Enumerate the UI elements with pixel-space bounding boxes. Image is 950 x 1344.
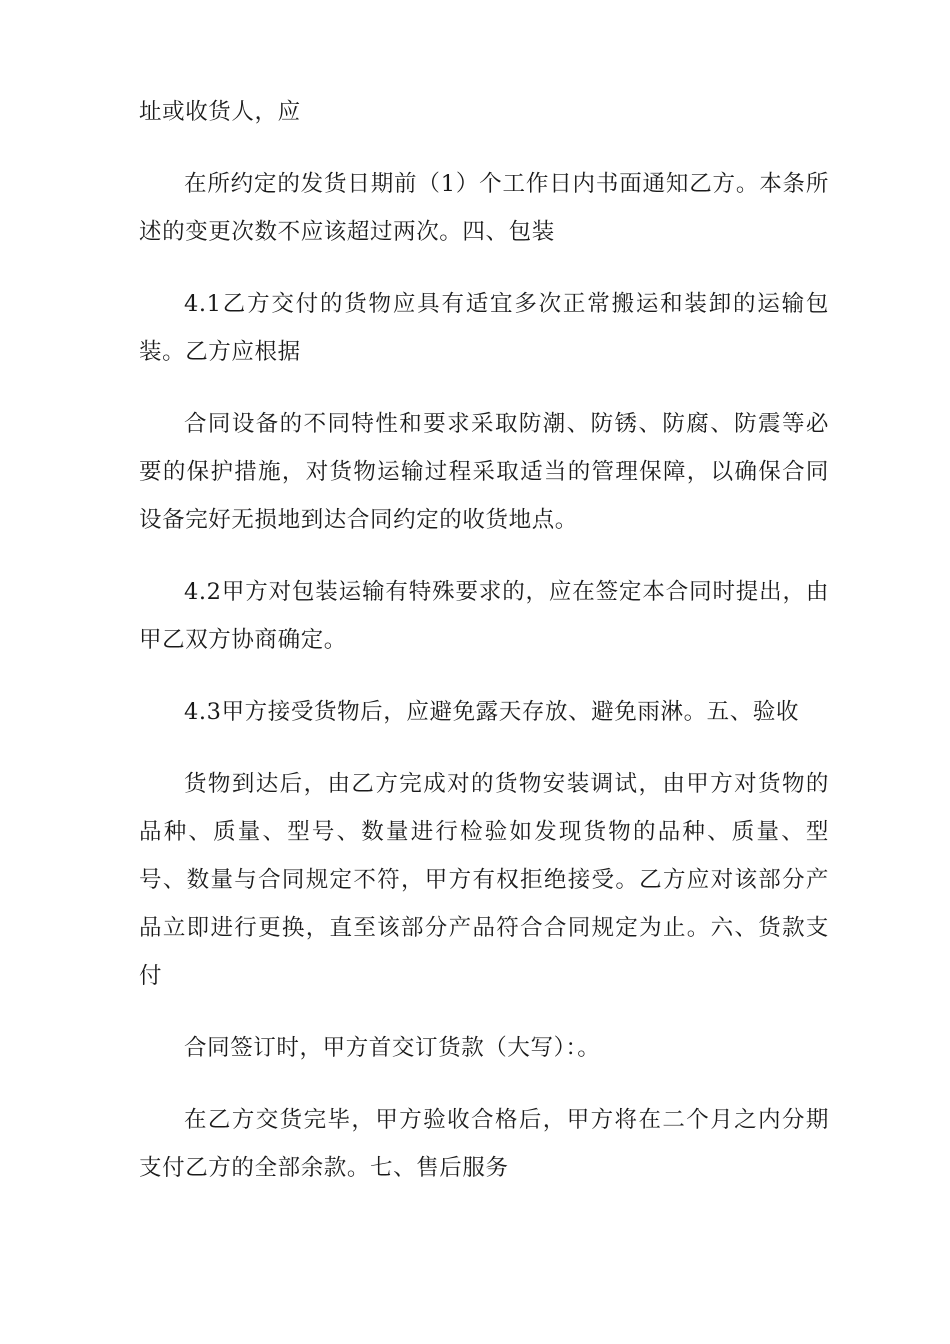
paragraph-address-continuation: 址或收货人，应 [139, 99, 301, 125]
paragraph-balance-payment: 在乙方交货完毕，甲方验收合格后，甲方将在二个月之内分期支付乙方的全部余款。七、售后服务 [139, 1107, 829, 1181]
paragraph-delivery-notice: 在所约定的发货日期前（1）个工作日内书面通知乙方。本条所述的变更次数不应该超过两次。四、包装 [139, 171, 829, 245]
paragraph-packaging-4-2: 4.2甲方对包装运输有特殊要求的，应在签定本合同时提出，由甲乙双方协商确定。 [139, 579, 829, 653]
paragraph-packaging-4-3: 4.3甲方接受货物后，应避免露天存放、避免雨淋。五、验收 [184, 699, 800, 725]
paragraph-acceptance: 货物到达后，由乙方完成对的货物安装调试，由甲方对货物的品种、质量、型号、数量进行检验如发现货物的品种、质量、型号、数量与合同规定不符，甲方有权拒绝接受。乙方应对该部分产品立即进行更换，直至该部分产品符合合同规定为止。六、货款支付 [139, 771, 829, 989]
paragraph-deposit: 合同签订时，甲方首交订货款（大写）：。 [184, 1035, 601, 1061]
document-body [139, 88, 829, 1216]
paragraph-protection-measures: 合同设备的不同特性和要求采取防潮、防锈、防腐、防震等必要的保护措施，对货物运输过程采取适当的管理保障，以确保合同设备完好无损地到达合同约定的收货地点。 [139, 411, 829, 533]
paragraph-packaging-4-1: 4.1乙方交付的货物应具有适宜多次正常搬运和装卸的运输包装。乙方应根据 [139, 291, 829, 365]
